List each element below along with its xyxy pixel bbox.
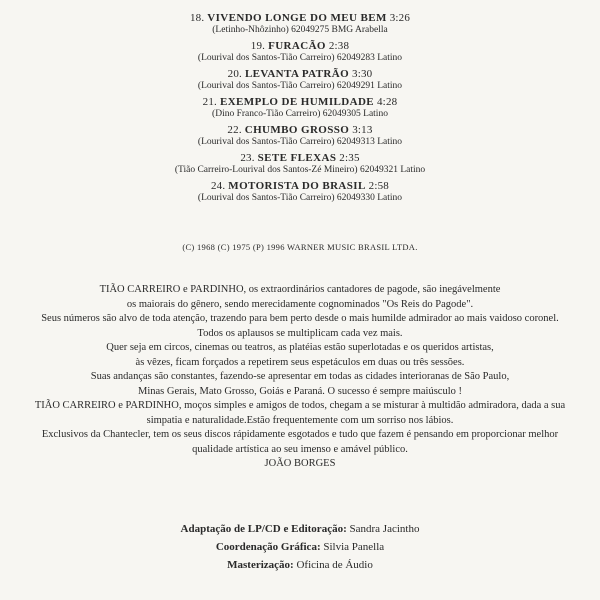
credit-value: Oficina de Áudio: [296, 559, 373, 571]
track-info: (Letinho-Nhôzinho) 62049275 BMG Arabella: [212, 25, 388, 35]
credit-label: Adaptação de LP/CD e Editoração:: [180, 523, 347, 535]
track-name: FURACÃO: [268, 40, 326, 52]
bio-line: simpatia e naturalidade.Estão frequentemente com um sorriso nos lábios.: [146, 414, 454, 426]
track-name: CHUMBO GROSSO: [244, 124, 350, 136]
credit-line: [0, 538, 600, 556]
track-item: [0, 40, 600, 64]
credit-line: [0, 520, 600, 538]
track-title-line: [0, 40, 600, 53]
track-name: SETE FLEXAS: [257, 152, 337, 164]
track-info: (Lourival dos Santos-Tião Carreiro) 62049313 Latino: [197, 137, 403, 147]
credit-value: Silvia Panella: [323, 541, 385, 553]
track-number: 18.: [189, 12, 205, 24]
track-title-line: [0, 180, 600, 193]
bio-author: JOÃO BORGES: [264, 458, 336, 469]
track-item: [0, 96, 600, 120]
bio-line: qualidade artística ao seu imenso e amável público.: [192, 443, 408, 455]
track-duration: 2:35: [339, 152, 360, 164]
track-number: 21.: [202, 96, 218, 108]
copyright-notice: (C) 1968 (C) 1975 (P) 1996 WARNER MUSIC BRASIL LTDA.: [182, 242, 418, 252]
bio-line: Seus números são alvo de toda atenção, trazendo para bem perto desde o mais humilde admirador ao mais vaidoso coronel.: [41, 313, 559, 324]
track-item: [0, 124, 600, 148]
track-title-line: [0, 124, 600, 137]
credit-label: Masterização:: [227, 559, 294, 571]
bio-line: os maiorais do gênero, sendo merecidamente cognominados "Os Reis do Pagode".: [126, 298, 474, 310]
track-name: VIVENDO LONGE DO MEU BEM: [207, 12, 387, 24]
track-title-line: [0, 96, 600, 109]
track-item: [0, 12, 600, 36]
track-number: 19.: [250, 40, 266, 52]
credit-label: Coordenação Gráfica:: [215, 541, 321, 553]
credit-value: Sandra Jacintho: [349, 523, 420, 535]
track-title-line: [0, 68, 600, 81]
bio-line: TIÃO CARREIRO e PARDINHO, moços simples e amigos de todos, chegam a se misturar à multidão admiradora, dada a sua: [34, 400, 566, 411]
track-item: [0, 180, 600, 204]
track-item: [0, 68, 600, 92]
track-info: (Lourival dos Santos-Tião Carreiro) 62049330 Latino: [197, 193, 403, 203]
track-list: [0, 12, 600, 208]
track-info: (Tião Carreiro-Lourival dos Santos-Zé Mineiro) 62049321 Latino: [174, 165, 426, 175]
track-duration: 3:26: [389, 12, 411, 24]
track-duration: 4:28: [376, 96, 398, 108]
track-name: LEVANTA PATRÃO: [244, 68, 350, 80]
track-duration: 3:13: [352, 124, 373, 136]
track-title-line: [0, 152, 600, 165]
production-credits: [0, 520, 600, 574]
bio-line: Minas Gerais, Mato Grosso, Goiás e Paraná. O sucesso é sempre maiúsculo !: [138, 385, 462, 397]
credit-line: [0, 556, 600, 574]
biography-text: [0, 283, 600, 472]
track-number: 24.: [210, 180, 226, 192]
bio-line: Exclusivos da Chantecler, tem os seus discos rápidamente esgotados e tudo que fazem é pensando em proporcionar melhor: [41, 429, 559, 440]
bio-line: às vêzes, ficam forçados a repetirem seus espetáculos em duas ou três sessões.: [135, 356, 465, 368]
track-number: 20.: [227, 68, 242, 80]
track-info: (Dino Franco-Tião Carreiro) 62049305 Latino: [212, 109, 388, 119]
bio-line: Quer seja em circos, cinemas ou teatros, as platéias estão superlotadas e os queridos artistas,: [106, 342, 494, 353]
track-duration: 2:58: [368, 180, 390, 192]
track-name: EXEMPLO DE HUMILDADE: [219, 96, 375, 108]
bio-line: Todos os aplausos se multiplicam cada vez mais.: [197, 327, 403, 339]
track-duration: 2:38: [328, 40, 350, 52]
track-info: (Lourival dos Santos-Tião Carreiro) 62049291 Latino: [197, 81, 403, 91]
track-info: (Lourival dos Santos-Tião Carreiro) 62049283 Latino: [197, 53, 403, 63]
track-title-line: [0, 12, 600, 25]
track-name: MOTORISTA DO BRASIL: [228, 180, 366, 192]
bio-line: Suas andanças são constantes, fazendo-se apresentar em todas as cidades interioranas de São Paulo,: [90, 371, 510, 382]
track-duration: 3:30: [352, 68, 373, 80]
bio-line: TIÃO CARREIRO e PARDINHO, os extraordinários cantadores de pagode, são inegávelmente: [99, 284, 501, 295]
track-number: 22.: [227, 124, 242, 136]
track-number: 23.: [240, 152, 255, 164]
track-item: [0, 152, 600, 176]
